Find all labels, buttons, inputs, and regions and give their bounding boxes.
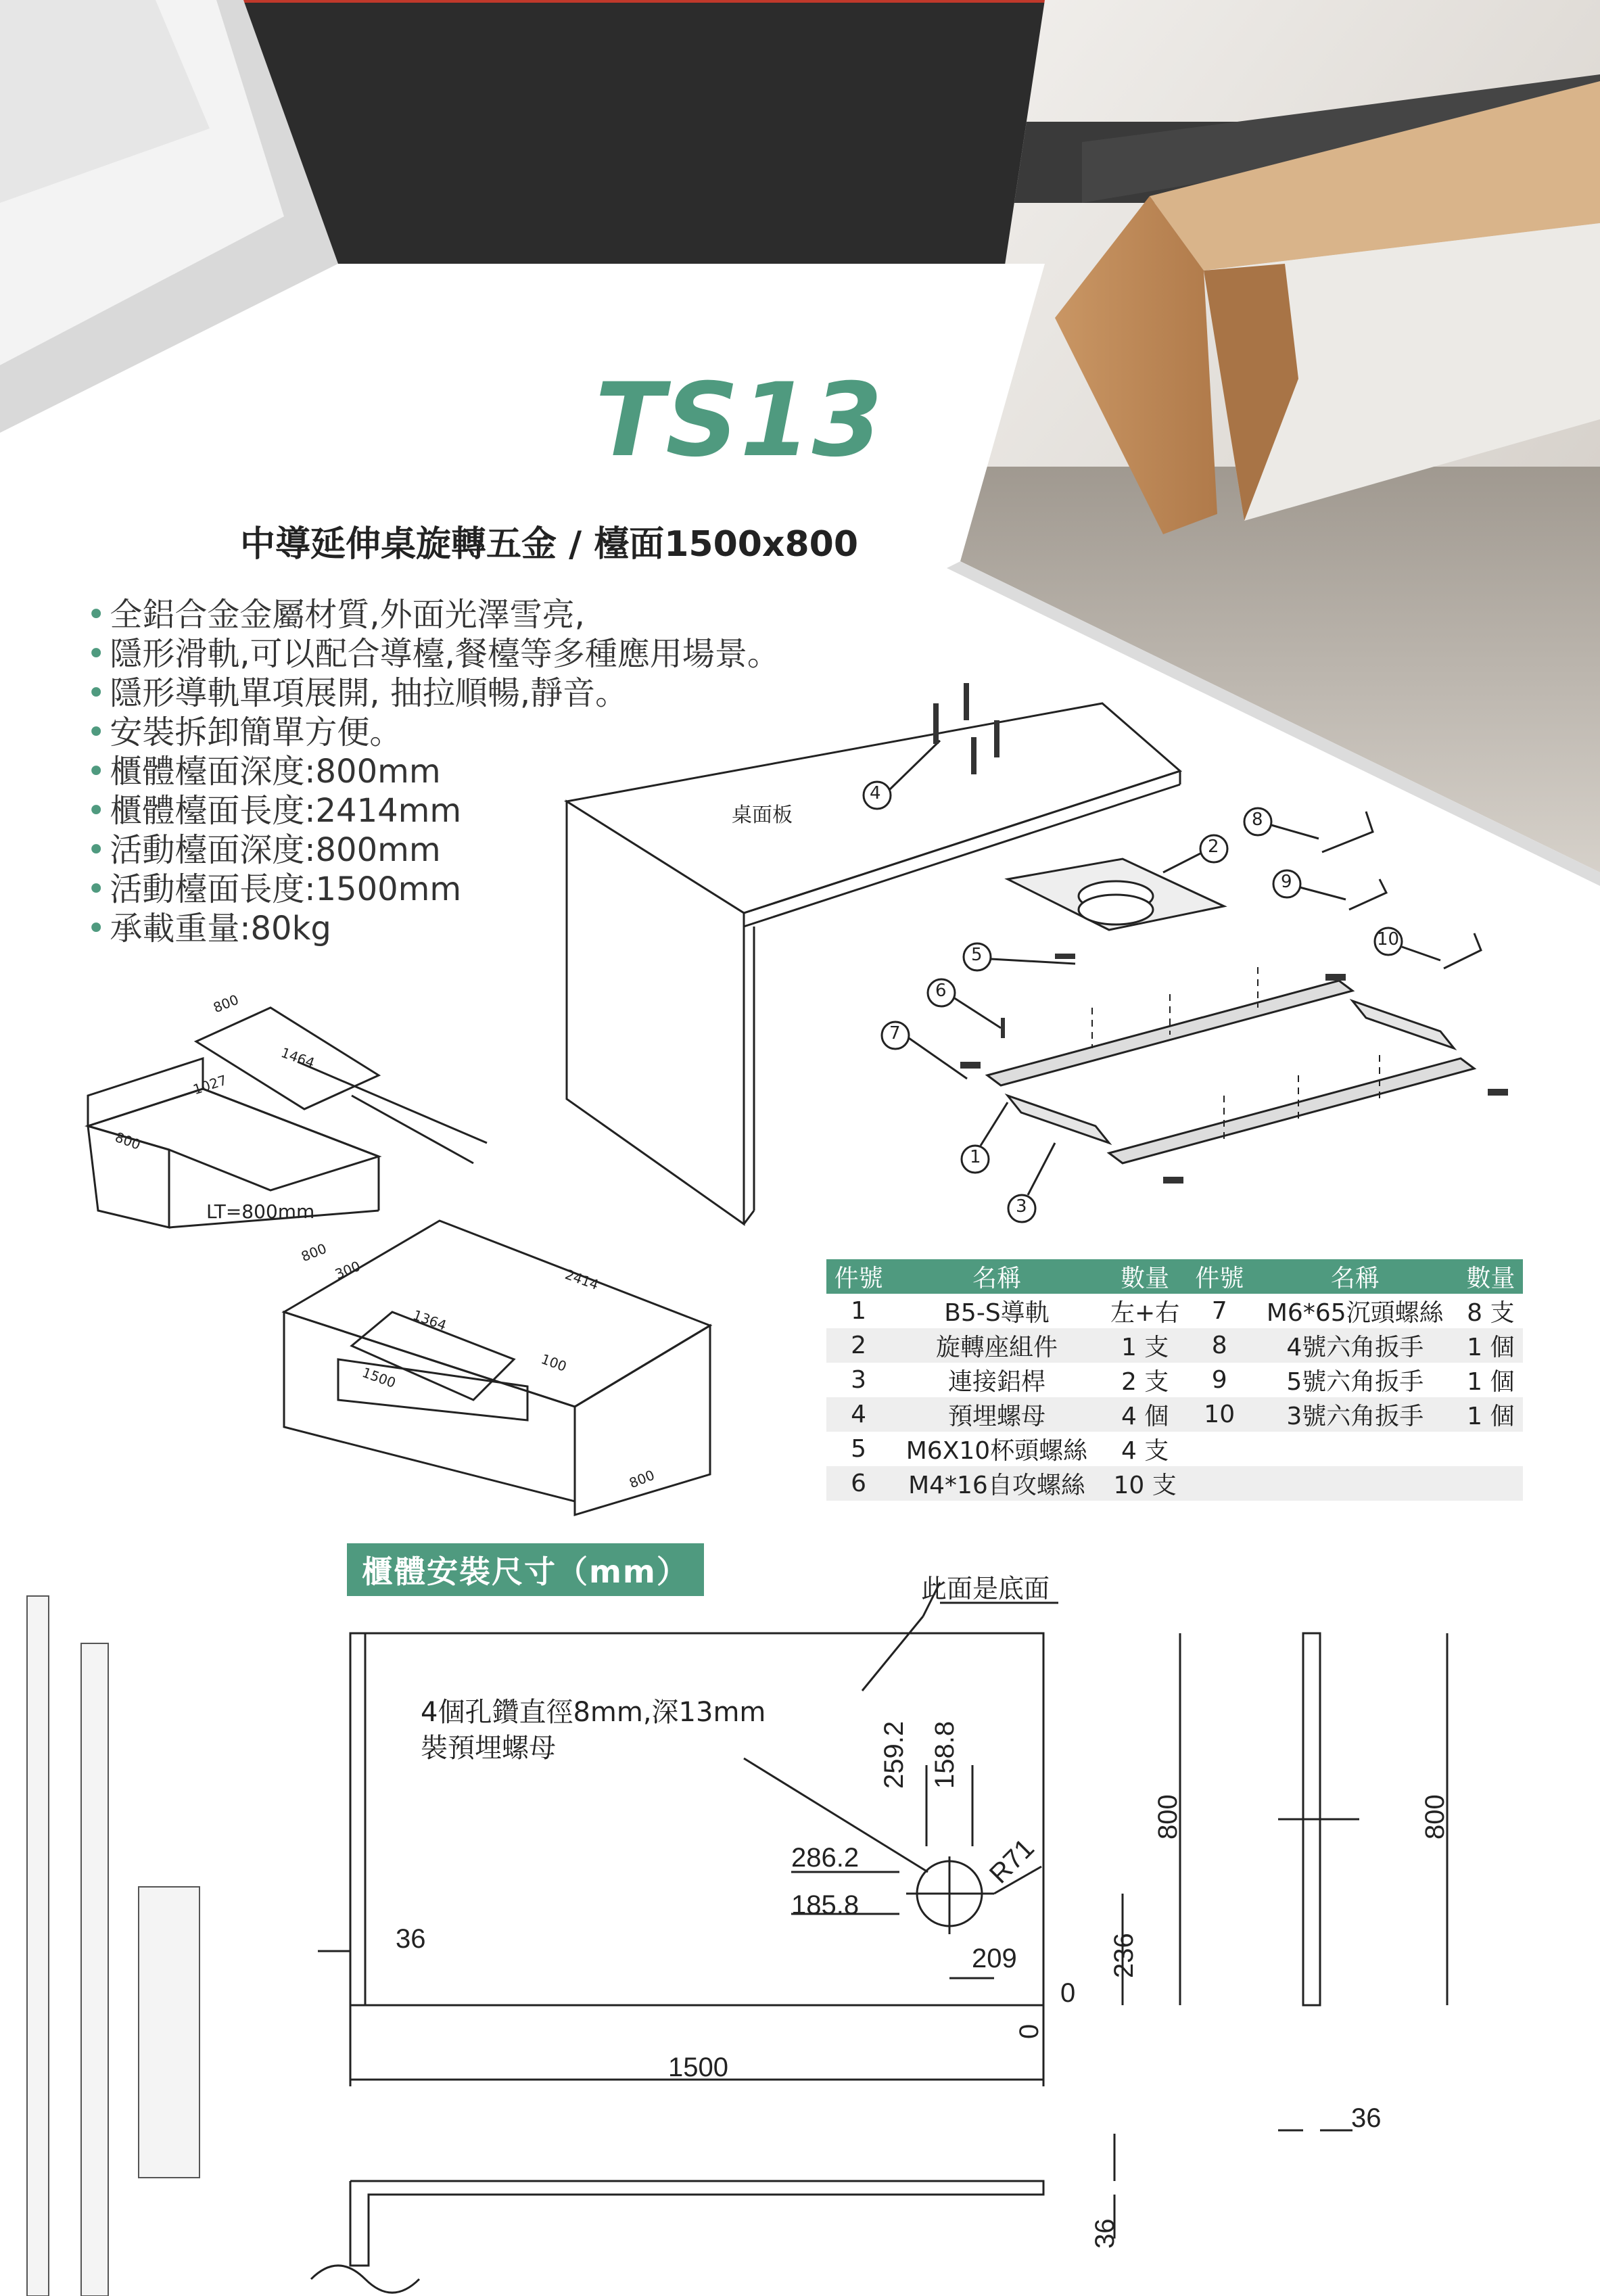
- dim-label: 0: [1014, 2023, 1044, 2039]
- callout-6: 6: [935, 981, 947, 1001]
- dim-label: 0: [1060, 1978, 1076, 2008]
- col-header: 件號: [826, 1259, 891, 1294]
- table-cell: 1 個: [1467, 1368, 1515, 1396]
- table-cell: M6X10杯頭螺絲: [905, 1437, 1088, 1465]
- callout-5: 5: [971, 945, 983, 965]
- table-cell: 1 個: [1459, 1397, 1523, 1432]
- dim-label: 1500: [360, 1364, 398, 1391]
- hole-note: 4個孔鑽直徑8mm,深13mm: [421, 1697, 766, 1728]
- table-header-row: [826, 1259, 1523, 1294]
- table-cell: 3: [851, 1366, 867, 1394]
- callout-2: 2: [1208, 837, 1219, 857]
- table-cell: 8 支: [1467, 1299, 1515, 1327]
- table-cell: 8: [1187, 1328, 1252, 1363]
- table-row: [826, 1328, 1523, 1363]
- table-cell: 旋轉座組件: [891, 1328, 1102, 1363]
- table-cell: [1459, 1466, 1523, 1501]
- install-section-title: 櫃體安裝尺寸（mm）: [347, 1543, 704, 1596]
- hole-note: 裝預埋螺母: [421, 1733, 556, 1764]
- table-row: [826, 1432, 1523, 1466]
- table-cell: 1 支: [1103, 1328, 1187, 1363]
- table-cell: 5號六角扳手: [1286, 1368, 1424, 1396]
- feature-list: [87, 595, 780, 948]
- table-cell: M4*16自攻螺絲: [891, 1466, 1102, 1501]
- feature-item: • 安裝拆卸簡單方便。: [87, 713, 780, 752]
- dim-label: 158.8: [930, 1720, 960, 1789]
- dim-label: 286.2: [791, 1843, 860, 1873]
- col-header: 名稱: [891, 1259, 1102, 1294]
- table-cell: 左+右: [1110, 1299, 1180, 1327]
- lt-caption: LT=800mm: [206, 1200, 315, 1223]
- dim-label: 236: [1109, 1933, 1139, 1978]
- dim-label: 800: [626, 1466, 657, 1492]
- dim-label: 1500: [668, 2053, 728, 2082]
- table-cell: [1252, 1432, 1459, 1466]
- desk-panel-label: 桌面板: [732, 803, 793, 827]
- table-cell: 7: [1211, 1297, 1227, 1325]
- table-cell: 9: [1211, 1366, 1227, 1394]
- dim-label: 259.2: [879, 1720, 909, 1789]
- col-header: 數量: [1103, 1259, 1187, 1294]
- feature-item: • 櫃體檯面深度:800mm: [87, 752, 780, 791]
- table-row: [826, 1294, 1523, 1328]
- table-cell: [1252, 1466, 1459, 1501]
- callout-1: 1: [970, 1147, 981, 1167]
- table-cell: 連接鋁桿: [947, 1368, 1045, 1396]
- table-cell: 10: [1187, 1397, 1252, 1432]
- table-cell: 1: [851, 1297, 867, 1325]
- dim-label: 185.8: [791, 1890, 860, 1920]
- parts-table: [826, 1259, 1523, 1501]
- dim-label: 800: [210, 991, 241, 1016]
- table-cell: 3號六角扳手: [1252, 1397, 1459, 1432]
- callout-4: 4: [870, 783, 881, 803]
- table-cell: 4 支: [1121, 1437, 1169, 1465]
- table-cell: 6: [826, 1466, 891, 1501]
- table-cell: [1459, 1432, 1523, 1466]
- dim-label: 100: [539, 1351, 569, 1375]
- dim-label: 800: [1420, 1794, 1450, 1840]
- table-cell: B5-S導軌: [944, 1299, 1050, 1327]
- table-cell: 4: [826, 1397, 891, 1432]
- col-header: 名稱: [1252, 1259, 1459, 1294]
- table-cell: [1187, 1466, 1252, 1501]
- table-cell: [1187, 1432, 1252, 1466]
- dim-label: 2414: [563, 1266, 601, 1293]
- callout-9: 9: [1281, 872, 1292, 892]
- dim-label: 300: [332, 1257, 363, 1283]
- dim-label: 1027: [191, 1071, 229, 1098]
- callout-8: 8: [1252, 810, 1263, 830]
- table-cell: M6*65沉頭螺絲: [1266, 1299, 1444, 1327]
- table-row: [826, 1363, 1523, 1397]
- model-title: TS13: [595, 362, 885, 479]
- dim-label: 36: [396, 1924, 426, 1954]
- table-cell: 4號六角扳手: [1252, 1328, 1459, 1363]
- table-cell: 2 支: [1121, 1368, 1169, 1396]
- table-cell: 2: [826, 1328, 891, 1363]
- bottom-face-note: 此面是底面: [921, 1574, 1050, 1603]
- feature-item: • 櫃體檯面長度:2414mm: [87, 791, 780, 830]
- dim-label: 800: [1153, 1794, 1183, 1840]
- table-row: [826, 1466, 1523, 1501]
- page-subtitle: 中導延伸桌旋轉五金 / 檯面1500x800: [240, 524, 859, 565]
- callout-7: 7: [889, 1023, 901, 1044]
- table-cell: 預埋螺母: [891, 1397, 1102, 1432]
- table-cell: 10 支: [1103, 1466, 1187, 1501]
- feature-item: • 承載重量:80kg: [87, 909, 780, 948]
- dim-label: 36: [1351, 2103, 1382, 2133]
- dim-label: 36: [1090, 2218, 1120, 2249]
- dim-label: 1364: [410, 1307, 449, 1334]
- dim-label: 209: [972, 1944, 1017, 1973]
- feature-item: • 隱形滑軌,可以配合導檯,餐檯等多種應用場景。: [87, 634, 780, 674]
- feature-item: • 隱形導軌單項展開, 抽拉順暢,靜音。: [87, 674, 780, 713]
- table-cell: 4 個: [1103, 1397, 1187, 1432]
- callout-10: 10: [1377, 929, 1400, 950]
- callout-3: 3: [1016, 1196, 1027, 1217]
- col-header: 件號: [1187, 1259, 1252, 1294]
- dim-label: 1464: [279, 1044, 317, 1071]
- table-cell: 1 個: [1459, 1328, 1523, 1363]
- feature-item: • 活動檯面深度:800mm: [87, 830, 780, 870]
- feature-item: • 全鋁合金金屬材質,外面光澤雪亮,: [87, 595, 780, 634]
- dim-label: 800: [113, 1129, 143, 1153]
- dim-label: R71: [983, 1833, 1040, 1890]
- feature-item: • 活動檯面長度:1500mm: [87, 870, 780, 909]
- col-header: 數量: [1459, 1259, 1523, 1294]
- table-row: [826, 1397, 1523, 1432]
- table-cell: 5: [851, 1435, 867, 1463]
- dim-label: 800: [298, 1240, 329, 1265]
